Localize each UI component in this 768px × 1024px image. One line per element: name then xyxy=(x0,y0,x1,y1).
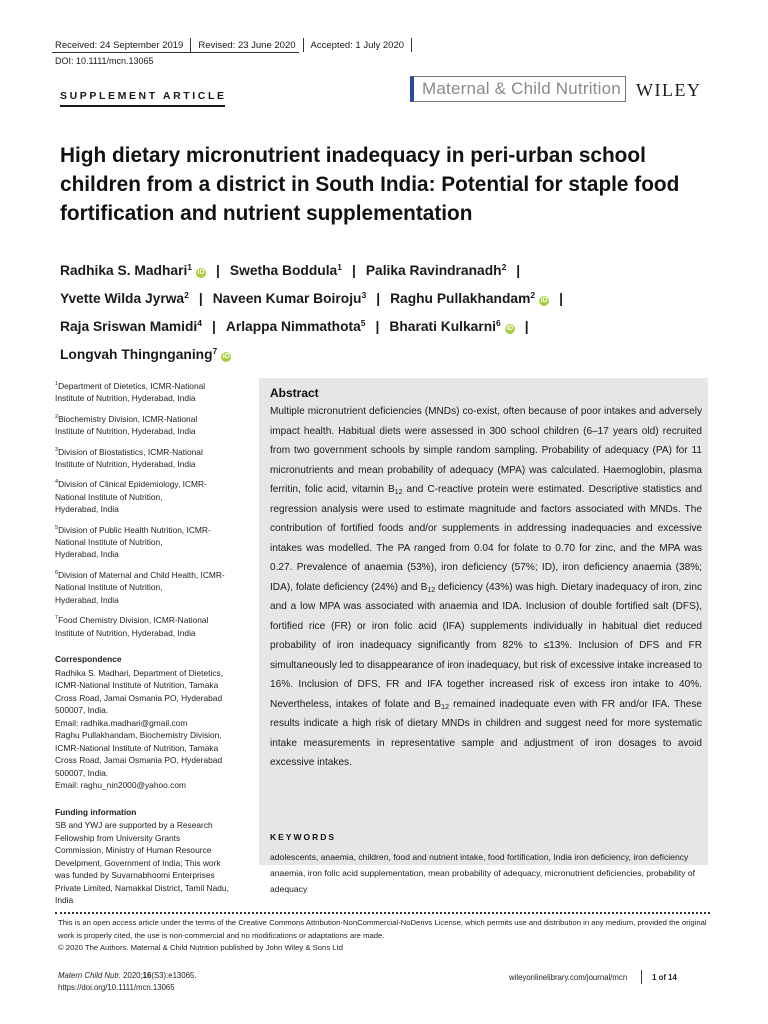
author-separator: | xyxy=(524,319,529,334)
footer-citation xyxy=(58,970,196,994)
copyright: © 2020 The Authors. Maternal & Child Nutrition published by John Wiley & Sons Ltd xyxy=(58,943,343,952)
author-name: Raja Sriswan Mamidi xyxy=(60,319,198,334)
correspondence-line[interactable]: Email: raghu_nin2000@yahoo.com xyxy=(55,780,186,791)
affiliation-text: National Institute of Nutrition, xyxy=(55,536,163,547)
correspondence-heading: Correspondence xyxy=(55,654,122,665)
author-affiliation-number: 4 xyxy=(197,318,202,328)
orcid-icon[interactable]: iD xyxy=(197,269,205,276)
affiliations xyxy=(55,378,251,639)
article-dates xyxy=(55,38,419,52)
funding-line: was funded by Suvarnabhoomi Enterprises xyxy=(55,870,215,881)
author-name: Raghu Pullakhandam xyxy=(390,291,531,306)
abstract-text xyxy=(270,402,702,773)
affiliation-line xyxy=(55,594,251,607)
affiliation-line xyxy=(55,444,251,458)
affiliation-line xyxy=(55,378,251,392)
author-affiliation-number: 6 xyxy=(495,318,501,328)
affiliation-number: 4 xyxy=(55,479,59,486)
affiliation-text: Institute of Nutrition, Hyderabad, India xyxy=(55,458,196,469)
citation xyxy=(58,970,196,982)
correspondence-line: 500007, India. xyxy=(55,767,109,778)
author-name: Longvah Thingnganing xyxy=(60,347,213,362)
affiliation-line xyxy=(55,411,251,425)
journal-logo xyxy=(410,76,626,102)
author-name: Radhika S. Madhari xyxy=(60,263,188,278)
correspondence-line: 500007, India. xyxy=(55,705,109,716)
author[interactable] xyxy=(60,291,189,306)
author-name: Palika Ravindranadh xyxy=(365,263,502,278)
author[interactable] xyxy=(60,347,231,362)
correspondence-line: Cross Road, Jamai Osmania PO, Hyderabad xyxy=(55,692,223,703)
affiliation xyxy=(55,612,251,639)
orcid-icon[interactable]: iD xyxy=(506,325,514,332)
author[interactable] xyxy=(230,263,342,278)
affiliation-line xyxy=(55,627,251,640)
funding-heading: Funding information xyxy=(55,806,137,817)
affiliation-number: 6 xyxy=(55,569,59,576)
keywords-heading: KEYWORDS xyxy=(270,832,337,842)
correspondence-line: Cross Road, Jamai Osmania PO, Hyderabad xyxy=(55,755,223,766)
divider xyxy=(303,38,304,52)
author-name: Swetha Boddula xyxy=(229,263,338,278)
author-name: Yvette Wilda Jyrwa xyxy=(60,291,185,306)
funding-line: Develpment, Government of India; This work xyxy=(55,857,221,868)
affiliation-line xyxy=(55,503,251,516)
affiliation-text: Department of Dietetics, ICMR-National xyxy=(58,380,206,391)
author[interactable] xyxy=(60,263,206,278)
correspondence-line: Radhika S. Madhari, Department of Dietetics, xyxy=(55,667,224,678)
affiliation-text: Division of Clinical Epidemiology, ICMR- xyxy=(58,479,207,490)
divider xyxy=(641,970,642,984)
affiliation-text: Food Chemistry Division, ICMR-National xyxy=(58,615,209,626)
footer-right xyxy=(509,970,677,984)
author-affiliation-number: 2 xyxy=(184,290,189,300)
author[interactable] xyxy=(389,319,514,334)
affiliation-line xyxy=(55,458,251,471)
orcid-icon[interactable]: iD xyxy=(222,353,230,360)
author-affiliation-number: 7 xyxy=(212,346,218,356)
author-separator: | xyxy=(516,263,521,278)
header-rule xyxy=(52,52,299,53)
affiliation-text: Hyderabad, India xyxy=(55,504,119,515)
affiliation-text: Biochemistry Division, ICMR-National xyxy=(58,413,198,424)
article-type-underline xyxy=(60,105,225,107)
author-separator: | xyxy=(559,291,563,306)
divider xyxy=(411,38,412,52)
correspondence-line: ICMR-National Institute of Nutrition, Tamaka xyxy=(55,742,219,753)
affiliation-line xyxy=(55,581,251,594)
author-separator: | xyxy=(211,319,216,334)
correspondence-line[interactable]: Email: radhika.madhari@gmail.com xyxy=(55,717,188,728)
doi[interactable]: DOI: 10.1111/mcn.13065 xyxy=(55,56,154,66)
affiliation-text: Hyderabad, India xyxy=(55,594,119,605)
abstract-part: remained inadequate even with FR and/or IFA. These results indicate a high risk of dietary MNDs in children and suggest need for more systematic intake measurements in representative sample and adjustment of iron dosages to avoid excessive intakes. xyxy=(270,698,702,768)
abstract-part: Multiple micronutrient deficiencies (MNDs) co-exist, often because of poor intakes and adversely impact health. Habitual diets were assessed in 300 school children (6–17 years old) recruited from two government schools by simple random sampling. Probability of adequacy (PA) for 11 micronutrients and mean probability of adequacy (MPA) was calculated. Haemoglobin, plasma ferritin, folic acid, vitamin B xyxy=(270,406,702,495)
abstract-heading: Abstract xyxy=(270,386,319,400)
author-name: Arlappa Nimmathota xyxy=(225,319,361,334)
divider xyxy=(190,38,191,52)
author-separator: | xyxy=(198,291,203,306)
affiliation-number: 1 xyxy=(55,381,59,387)
license-text: This is an open access article under the terms of the Creative Commons Attribution-NonCommercial-NoDerivs License, which permits use and distribution in any medium, provided the original work is properly cited, the use is non-commercial and no modifications or adaptations are made. xyxy=(58,918,707,940)
affiliation xyxy=(55,378,251,405)
affiliation-line xyxy=(55,567,251,581)
citation-volume: 16 xyxy=(142,971,152,980)
author-list xyxy=(60,255,700,367)
keywords-text: adolescents, anaemia, children, food and nutrient intake, food fortification, India iron deficiency, iron deficiency anaemia, iron folic acid supplementation, mean probability of adequacy, micronutrient deficiencies, probability of adequacy xyxy=(270,852,695,894)
affiliation xyxy=(55,411,251,438)
correspondence-text xyxy=(55,667,251,792)
subscript: 12 xyxy=(394,489,403,496)
author[interactable] xyxy=(213,291,366,306)
funding-line: Commission, Ministry of Human Resource xyxy=(55,845,212,856)
revised-date: Revised: 23 June 2020 xyxy=(198,39,296,51)
funding-line: India xyxy=(55,895,74,906)
funding-line: Fellowship from University Grants xyxy=(55,832,181,843)
publisher-logo: WILEY xyxy=(636,80,702,100)
author-name: Naveen Kumar Boiroju xyxy=(212,291,362,306)
license-divider xyxy=(55,912,710,914)
affiliation-line xyxy=(55,548,251,561)
author-affiliation-number: 2 xyxy=(501,262,507,272)
affiliation-number: 2 xyxy=(55,413,59,420)
affiliation-line xyxy=(55,425,251,438)
author-separator: | xyxy=(216,263,220,278)
received-date: Received: 24 September 2019 xyxy=(55,39,184,51)
funding-line: SB and YWJ are supported by a Research xyxy=(55,820,213,831)
author-affiliation-number: 1 xyxy=(187,262,193,272)
subscript: 12 xyxy=(441,703,449,711)
affiliation-text: Institute of Nutrition, Hyderabad, India xyxy=(55,426,196,437)
affiliation-text: Division of Maternal and Child Health, ICMR- xyxy=(58,569,225,580)
author[interactable] xyxy=(366,263,506,278)
affiliation xyxy=(55,522,251,561)
page-number: 1 of 14 xyxy=(652,972,677,982)
author-affiliation-number: 2 xyxy=(530,290,536,300)
author-separator: | xyxy=(351,263,356,278)
correspondence-line: ICMR-National Institute of Nutrition, Tamaka xyxy=(55,680,219,691)
affiliation xyxy=(55,476,251,515)
citation-year: 2020; xyxy=(120,971,143,980)
affiliation-line xyxy=(55,491,251,504)
affiliation-line xyxy=(55,536,251,549)
affiliation-number: 7 xyxy=(55,615,59,622)
funding-line: Private Limited, Namakkal District, Tamil Nadu, xyxy=(55,882,229,893)
license xyxy=(58,917,708,955)
affiliation-line xyxy=(55,476,251,490)
author[interactable] xyxy=(390,291,549,306)
correspondence-line: Raghu Pullakhandam, Biochemistry Division, xyxy=(55,730,222,741)
accepted-date: Accepted: 1 July 2020 xyxy=(310,39,405,51)
article-type: SUPPLEMENT ARTICLE xyxy=(60,90,227,102)
author[interactable] xyxy=(226,319,366,334)
affiliation xyxy=(55,444,251,471)
affiliation-text: National Institute of Nutrition, xyxy=(55,582,163,593)
doi-url[interactable]: https://doi.org/10.1111/mcn.13065 xyxy=(58,983,175,992)
website-link[interactable]: wileyonlinelibrary.com/journal/mcn xyxy=(509,972,628,982)
affiliation-text: National Institute of Nutrition, xyxy=(55,491,163,502)
citation-journal: Matern Child Nutr. xyxy=(58,971,121,980)
citation-issue: (S3):e13065. xyxy=(151,971,197,980)
affiliation-number: 5 xyxy=(55,524,59,531)
affiliation xyxy=(55,567,251,606)
article-title: High dietary micronutrient inadequacy in peri-urban school children from a district in South India: Potential for staple food fortification and nutrient supplementation xyxy=(60,144,680,225)
affiliation-text: Institute of Nutrition, Hyderabad, India xyxy=(55,627,196,638)
author-name: Bharati Kulkarni xyxy=(389,319,496,334)
affiliation-line xyxy=(55,392,251,405)
orcid-icon[interactable]: iD xyxy=(540,297,548,304)
author-affiliation-number: 3 xyxy=(361,290,367,300)
affiliation-number: 3 xyxy=(55,446,59,453)
author[interactable] xyxy=(60,319,202,334)
funding xyxy=(55,806,251,907)
affiliation-text: Division of Public Health Nutrition, ICMR- xyxy=(58,524,211,535)
author-separator: | xyxy=(376,291,381,306)
abstract-part: deficiency (43%) was high. Dietary inadequacy of iron, zinc and a low MPA was associated with anaemia and IDA. Inclusion of double fortified salt (DFS), fortified rice (FR) or iron folic acid (IFA) supplements individually in habitual diet reduced probability of iron inadequacy significantly from 82% to ≤13%. Inclusion of DFS and FR simultaneously led to disappearance of iron inadequacy, but risk of excessive intake increased to 16%. Inclusion of DFS, FR and IFA together increased risk of excess iron intake to 40%. Nevertheless, intakes of folate and B xyxy=(270,581,702,710)
journal-name: Maternal & Child Nutrition xyxy=(422,79,621,98)
author-separator: | xyxy=(375,319,380,334)
affiliation-text: Division of Biostatistics, ICMR-National xyxy=(58,446,203,457)
affiliation-line xyxy=(55,612,251,626)
affiliation-text: Hyderabad, India xyxy=(55,549,119,560)
affiliation-text: Institute of Nutrition, Hyderabad, India xyxy=(55,393,196,404)
affiliation-line xyxy=(55,522,251,536)
author-affiliation-number: 5 xyxy=(360,318,366,328)
funding-text xyxy=(55,819,251,907)
left-column xyxy=(55,378,251,907)
abstract-part: and C-reactive protein were estimated. Descriptive statistics and regression analysis were used to estimate magnitude and factors associated with MNDs. The contribution of fortified foods and/or supplements in addressing inadequacies and excessive intakes was modelled. The PA ranged from 0.04 for folate to 0.70 for zinc, and the MPA was 0.27. Prevalence of anaemia (53%), iron deficiency (57%; ID), iron deficiency anaemia (38%; IDA), folate deficiency (24%) and B xyxy=(270,484,702,593)
subscript: 12 xyxy=(427,586,436,594)
author-affiliation-number: 1 xyxy=(337,262,342,272)
correspondence xyxy=(55,653,251,792)
